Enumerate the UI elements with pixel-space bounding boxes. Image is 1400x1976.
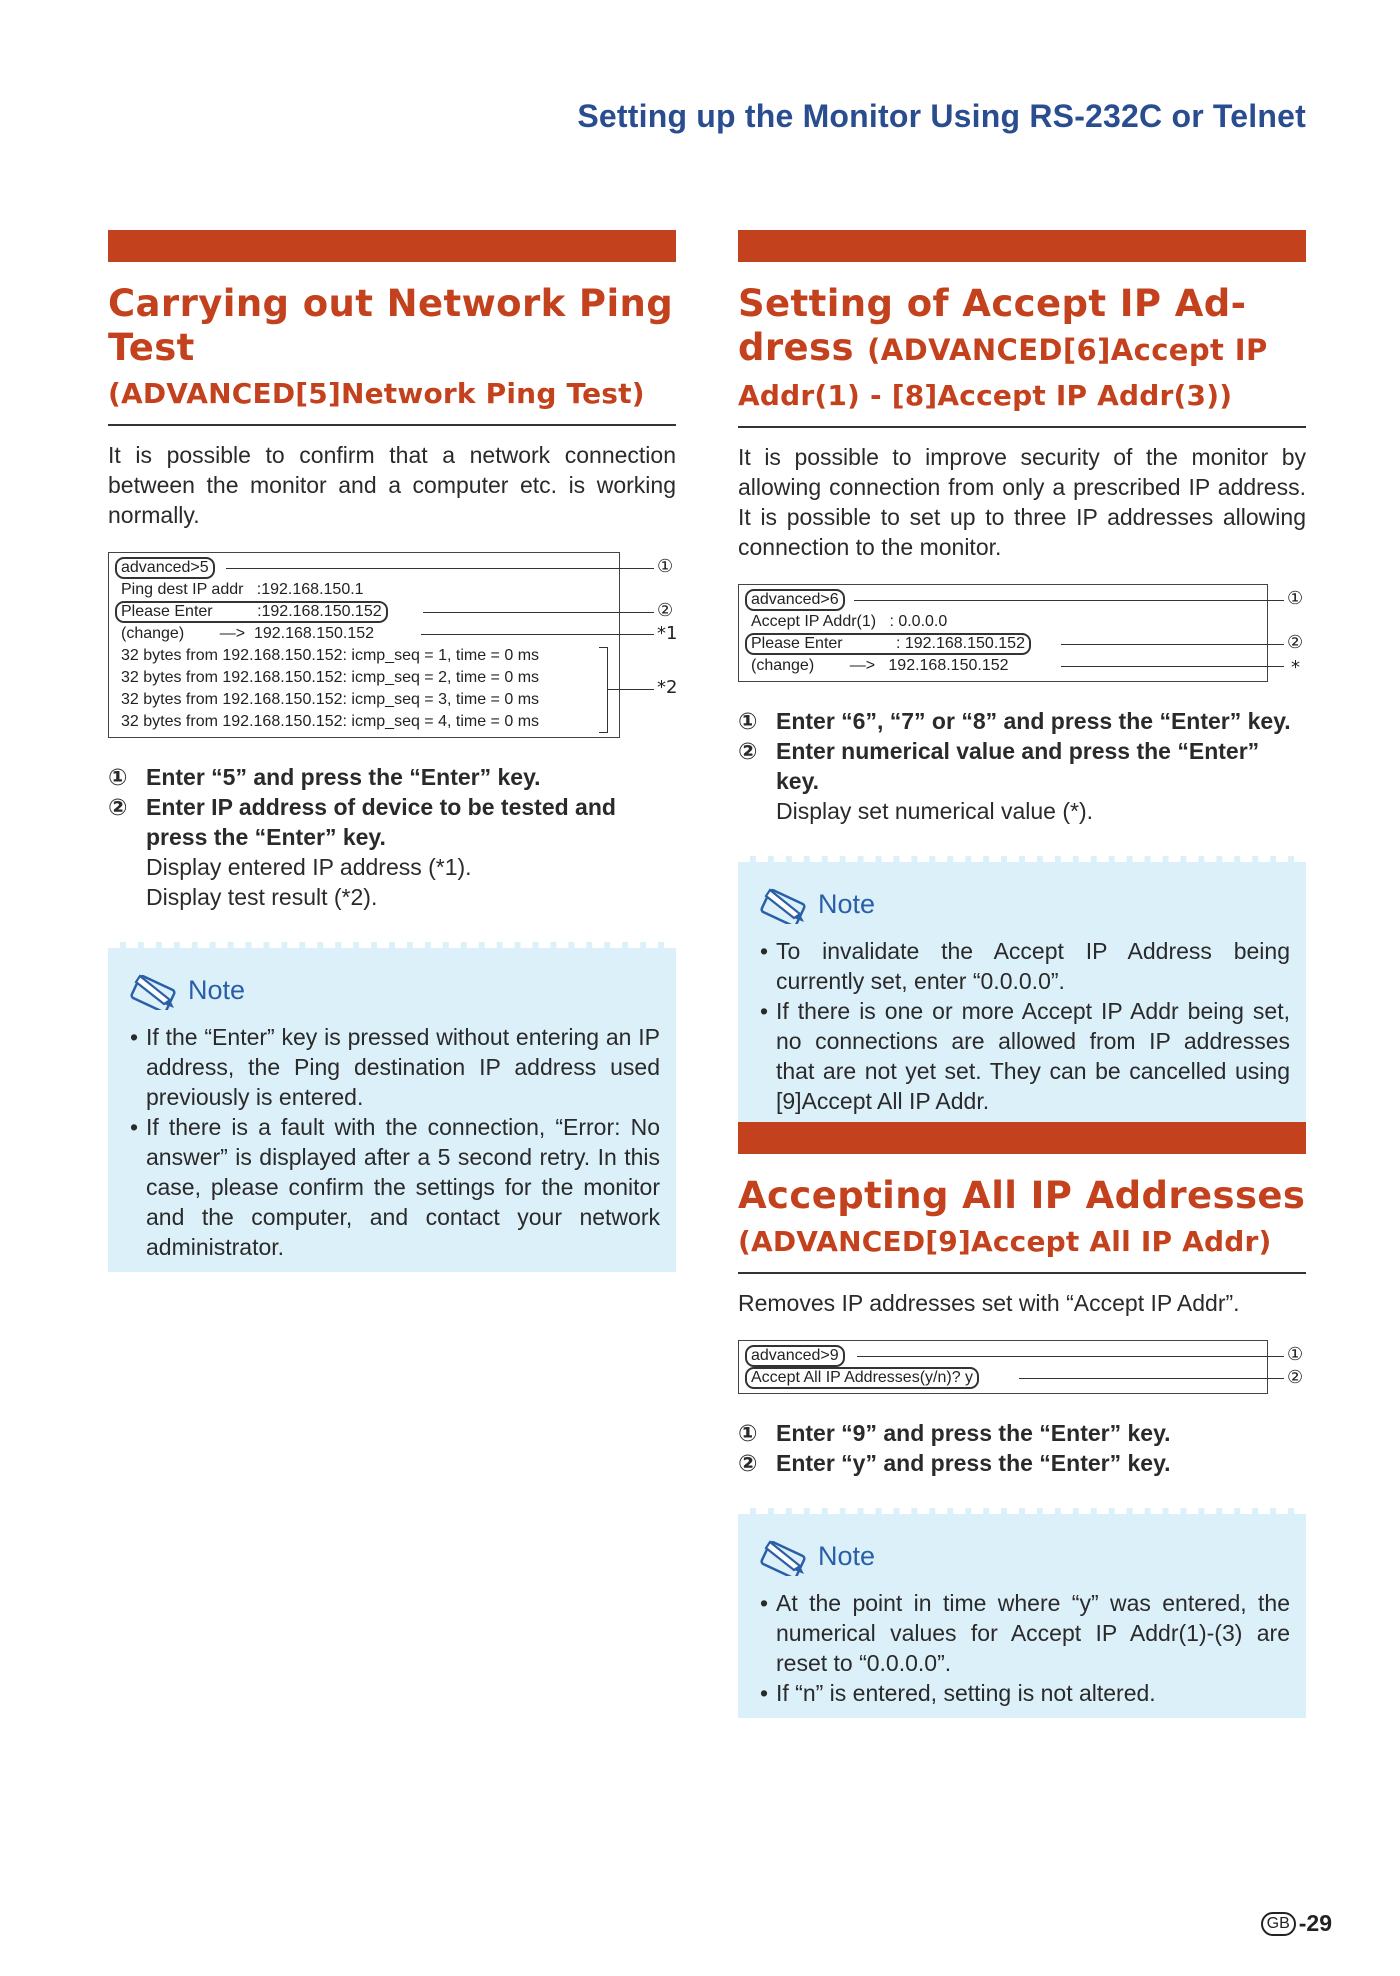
callout-1: ①: [1287, 1344, 1304, 1365]
accept-note: [738, 856, 1306, 1126]
ping-terminal: [108, 552, 678, 738]
terminal-line: 32 bytes from 192.168.150.152: icmp_seq = 2, time = 0 ms: [121, 669, 540, 686]
accept-all-title: Accepting All IP Addresses: [738, 1174, 1306, 1217]
section-rule: [738, 1272, 1306, 1274]
step-item: [738, 1418, 1306, 1448]
note-item: • To invalidate the Accept IP Address being currently set, enter “0.0.0.0”.: [760, 938, 1290, 994]
ping-section: [108, 230, 676, 1272]
step-number: ①: [738, 708, 758, 734]
step-text: Enter “6”, “7” or “8” and press the “Enter” key.: [776, 708, 1291, 734]
terminal-line: Ping dest IP addr :192.168.150.1: [121, 581, 364, 598]
ping-note: [108, 942, 676, 1272]
pencil-note-icon: [760, 1536, 812, 1576]
note-item: • At the point in time where “y” was entered, the numerical values for Accept IP Addr(1)-(3) are reset to “0.0.0.0”.: [760, 1590, 1290, 1676]
terminal-line: 32 bytes from 192.168.150.152: icmp_seq = 4, time = 0 ms: [121, 713, 540, 730]
callout-star2: *2: [657, 677, 678, 698]
running-title: Setting up the Monitor Using RS-232C or Telnet: [577, 98, 1306, 134]
terminal-line: advanced>6: [745, 589, 845, 611]
section-bar: [738, 230, 1306, 262]
terminal-line: advanced>9: [745, 1345, 845, 1367]
bracket: [599, 647, 608, 733]
step-item: [738, 1448, 1306, 1478]
terminal-line: (change) —> 192.168.150.152: [751, 657, 1009, 674]
leader-line: [421, 634, 654, 635]
accept-title-line1: Setting of Accept IP Ad-: [738, 282, 1247, 325]
callout-2: ②: [1287, 1367, 1304, 1388]
accept-all-note: [738, 1508, 1306, 1718]
accept-terminal: [738, 584, 1304, 682]
terminal-line: advanced>5: [115, 557, 215, 579]
pencil-note-icon: [130, 970, 182, 1010]
accept-all-steps: [738, 1418, 1306, 1478]
callout-star1: *1: [657, 623, 678, 644]
terminal-line: Please Enter : 192.168.150.152: [745, 633, 1031, 655]
terminal-line: Please Enter :192.168.150.152: [115, 601, 388, 623]
leader-line: [423, 612, 654, 613]
note-text: If there is a fault with the connection, “Error: No answer” is displayed after a 5 second retry. In this case, please confirm the settings for the monitor and the computer, and contact your network administrator.: [146, 1114, 660, 1260]
step-number: ①: [738, 1420, 758, 1446]
terminal-line: (change) —> 192.168.150.152: [121, 625, 375, 642]
step-number: ②: [738, 738, 758, 764]
step-text: Enter “5” and press the “Enter” key.: [146, 764, 541, 790]
region-badge: GB: [1261, 1912, 1296, 1936]
step-text: Enter IP address of device to be tested and press the “Enter” key.: [146, 794, 616, 850]
note-label: Note: [818, 888, 876, 919]
note-text: If “n” is entered, setting is not altered.: [776, 1680, 1156, 1706]
accept-title-line2-sub: (ADVANCED[6]Accept IP: [867, 333, 1268, 367]
accept-steps: [738, 706, 1306, 826]
accept-subtitle: Addr(1) - [8]Accept IP Addr(3)): [738, 379, 1233, 412]
leader-line: [857, 1356, 1284, 1357]
accept-all-description: Removes IP addresses set with “Accept IP Addr”.: [738, 1290, 1240, 1316]
step-text: Enter numerical value and press the “Enter” key.: [776, 738, 1260, 794]
callout-2: ②: [1287, 632, 1304, 653]
note-text: If there is one or more Accept IP Addr being set, no connections are allowed from IP addresses that are not yet set. They can be cancelled using [9]Accept All IP Addr.: [776, 998, 1290, 1114]
step-detail: Display entered IP address (*1).: [146, 854, 472, 880]
note-item: • If there is a fault with the connection, “Error: No answer” is displayed after a 5 second retry. In this case, please confirm the settings for the monitor and the computer, and contact your network administrator.: [130, 1114, 660, 1260]
leader-line: [1061, 644, 1284, 645]
leader-line: [1019, 1378, 1284, 1379]
step-text: Enter “9” and press the “Enter” key.: [776, 1420, 1171, 1446]
callout-1: ①: [1287, 588, 1304, 609]
step-detail: Display set numerical value (*).: [776, 798, 1094, 824]
page-number-text: -29: [1298, 1910, 1332, 1936]
accept-all-subtitle: (ADVANCED[9]Accept All IP Addr): [738, 1225, 1272, 1258]
section-rule: [108, 424, 676, 426]
step-detail: Display test result (*2).: [146, 884, 378, 910]
step-text: Enter “y” and press the “Enter” key.: [776, 1450, 1171, 1476]
leader-line: [608, 689, 654, 690]
ping-title: Carrying out Network Ping Test: [108, 282, 674, 369]
section-bar: [738, 1122, 1306, 1154]
section-rule: [738, 426, 1306, 428]
leader-line: [1061, 666, 1284, 667]
note-text: To invalidate the Accept IP Address being currently set, enter “0.0.0.0”.: [776, 938, 1290, 994]
note-item: • If “n” is entered, setting is not altered.: [760, 1678, 1290, 1708]
callout-star: *: [1291, 657, 1300, 678]
step-number: ②: [738, 1450, 758, 1476]
ping-subtitle: (ADVANCED[5]Network Ping Test): [108, 377, 645, 410]
terminal-line: Accept IP Addr(1) : 0.0.0.0: [751, 613, 948, 630]
step-item: [738, 706, 1306, 736]
note-item: • If there is one or more Accept IP Addr being set, no connections are allowed from IP addresses that are not yet set. They can be cancelled using [9]Accept All IP Addr.: [760, 998, 1290, 1114]
note-label: Note: [818, 1540, 876, 1571]
step-item: [108, 792, 676, 852]
callout-1: ①: [657, 556, 674, 577]
accept-ip-section: [738, 230, 1306, 1126]
ping-steps: [108, 762, 676, 912]
step-item: [108, 762, 676, 792]
accept-all-section: [738, 1122, 1306, 1718]
step-number: ②: [108, 794, 128, 820]
note-text: If the “Enter” key is pressed without entering an IP address, the Ping destination IP address used previously is entered.: [146, 1024, 660, 1110]
note-label: Note: [188, 974, 246, 1005]
accept-title-line2: dress: [738, 326, 868, 369]
note-item: • If the “Enter” key is pressed without entering an IP address, the Ping destination IP address used previously is entered.: [130, 1024, 660, 1110]
accept-title: [738, 282, 1306, 372]
terminal-line: Accept All IP Addresses(y/n)? y: [745, 1367, 979, 1389]
section-bar: [108, 230, 676, 262]
page-number: [1261, 1910, 1332, 1937]
leader-line: [854, 600, 1284, 601]
step-item: [738, 736, 1306, 796]
terminal-line: 32 bytes from 192.168.150.152: icmp_seq = 1, time = 0 ms: [121, 647, 540, 664]
pencil-note-icon: [760, 884, 812, 924]
accept-all-terminal: [738, 1340, 1304, 1394]
leader-line: [226, 568, 654, 569]
step-number: ①: [108, 764, 128, 790]
accept-description: It is possible to improve security of the monitor by allowing connection from only a prescribed IP address. It is possible to set up to three IP addresses allowing connection to the monitor.: [738, 444, 1306, 560]
note-text: At the point in time where “y” was entered, the numerical values for Accept IP Addr(1)-(3) are reset to “0.0.0.0”.: [776, 1590, 1290, 1676]
terminal-line: 32 bytes from 192.168.150.152: icmp_seq = 3, time = 0 ms: [121, 691, 540, 708]
callout-2: ②: [657, 600, 674, 621]
ping-description: It is possible to confirm that a network connection between the monitor and a computer etc. is working normally.: [108, 442, 676, 528]
